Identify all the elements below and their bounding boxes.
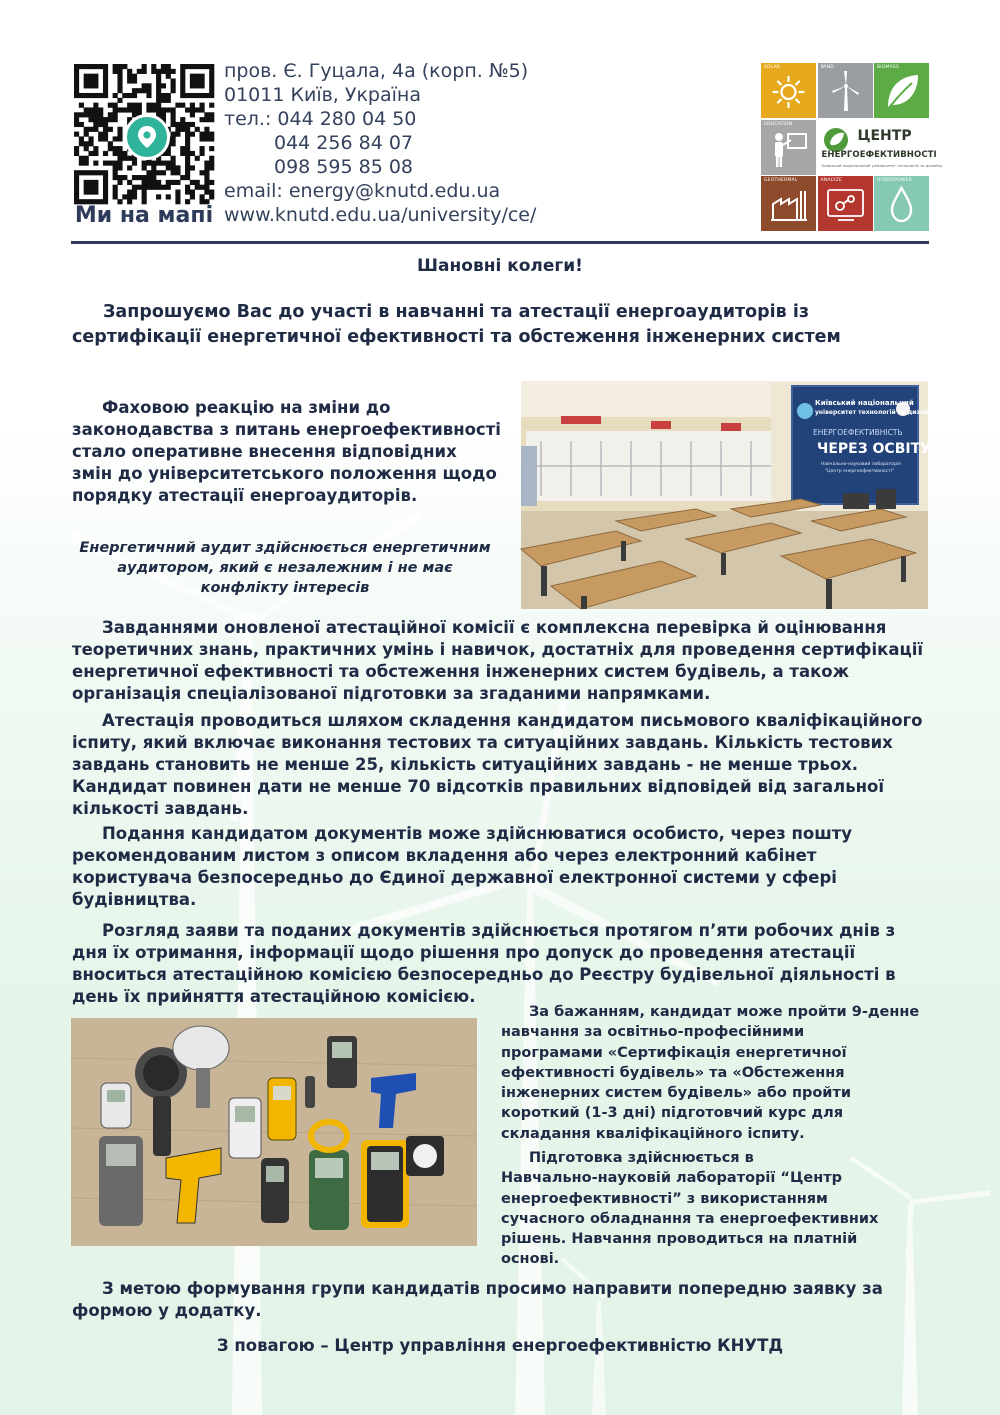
- city-line: 01011 Київ, Україна: [224, 84, 421, 106]
- paragraph-line: кількості завдань.: [72, 799, 249, 818]
- screen-text: університет технологій та дизайну: [815, 409, 937, 416]
- logo-tile-geothermal: GEOTHERMAL: [761, 176, 816, 231]
- invitation-line-1: Запрошуємо Вас до участі в навчанні та атестації енергоаудиторів із: [103, 302, 810, 322]
- contact-block: [224, 59, 536, 227]
- factory-icon: [761, 176, 816, 231]
- signature: З повагою – Центр управління енергоефективністю КНУТД: [216, 1336, 784, 1355]
- italic-note-line: аудитором, який є незалежним і не має: [117, 560, 453, 576]
- paragraph-review: [72, 920, 896, 1008]
- qr-caption: Ми на мапі: [74, 203, 214, 228]
- paragraph-line: основі.: [501, 1251, 560, 1268]
- logo-tile-hydropower: HYDROPOWER: [874, 176, 929, 231]
- analysis-icon: [818, 176, 873, 231]
- paragraph-line: рекомендованим листом з описом вкладення або через електронний кабінет: [72, 846, 817, 865]
- paragraph-line: Атестація проводиться шляхом складення кандидатом письмового кваліфікаційного: [102, 711, 923, 730]
- paragraph-line: організація спеціалізованої підготовки за згаданими напрямками.: [72, 684, 711, 703]
- paragraph-line: Завданнями оновленої атестаційної комісії є комплексна перевірка й оцінювання: [102, 618, 887, 637]
- phone-number[interactable]: 044 280 04 50: [277, 108, 417, 130]
- paragraph-line: вноситься атестаційною комісією безпосередньо до Реєстру будівельної діяльності в: [72, 965, 896, 984]
- paragraph-line: теоретичних знань, практичних умінь і навичок, достатніх для проведення сертифікації: [72, 640, 924, 659]
- paragraph-line: сучасного обладнання та енергоефективних: [501, 1210, 879, 1227]
- logo-tile-biomass: BIOMASS: [874, 63, 929, 118]
- paragraph-line: Розгляд заяви та поданих документів здійснюється протягом п’яти робочих днів з: [102, 921, 896, 940]
- address-line: пров. Є. Гуцала, 4а (корп. №5): [224, 60, 529, 82]
- paragraph-line: Навчально-науковій лабораторії “Центр: [501, 1170, 843, 1187]
- paragraph-line: програмами «Сертифікація енергетичної: [501, 1044, 847, 1061]
- logo-tile-education: EDUCATION: [761, 120, 816, 175]
- qr-code[interactable]: [74, 64, 214, 204]
- intro-line: змін до університетського положення щодо: [72, 464, 497, 483]
- screen-text: ЕНЕРГОЕФЕКТИВНІСТЬ: [813, 428, 903, 437]
- paragraph-line: завдань становить не менше 25, кількість ситуаційних завдань - не менше трьох.: [72, 755, 859, 774]
- paragraph-exam: [72, 710, 923, 820]
- logo-tile-analyze: ANALYZE: [818, 176, 873, 231]
- paragraph-line: короткий (1-3 дні) підготовчий курс для: [501, 1105, 844, 1122]
- logo-tile-solar: SOLAR: [761, 63, 816, 118]
- website-link[interactable]: www.knutd.edu.ua/university/ce/: [224, 204, 537, 226]
- paragraph-line: дня їх отримання, інформації щодо рішення про допуск до проведення атестації: [72, 943, 856, 962]
- paragraph-commission: [72, 617, 923, 705]
- italic-note-line: конфлікту інтересів: [200, 580, 370, 596]
- paragraph-line: складання кваліфікаційного іспиту.: [501, 1125, 805, 1142]
- water-drop-icon: [874, 176, 929, 231]
- paragraph-line: інженерних систем будівель» або пройти: [501, 1085, 852, 1102]
- center-small-text: Київський національний університет технологій та дизайну: [821, 162, 943, 168]
- screen-text: Київський національний: [815, 399, 914, 407]
- paragraph-line: З метою формування групи кандидатів просимо направити попередню заявку за: [102, 1279, 883, 1298]
- italic-note-line: Енергетичний аудит здійснюється енергетичним: [79, 540, 491, 556]
- teacher-icon: [761, 120, 816, 175]
- screen-text: "Центр енергоефективності": [825, 469, 895, 474]
- paragraph-lab: [501, 1148, 878, 1270]
- paragraph-request: [72, 1278, 883, 1322]
- leaf-icon: [874, 63, 929, 118]
- paragraph-line: енергоефективності” з використанням: [501, 1190, 828, 1207]
- paragraph-line: будівництва.: [72, 890, 197, 909]
- email-link[interactable]: email: energy@knutd.edu.ua: [224, 180, 501, 202]
- phone-line: [224, 107, 536, 131]
- logo-tile-wind: WIND: [818, 63, 873, 118]
- center-title: ЦЕНТР: [857, 127, 912, 144]
- paragraph-line: За бажанням, кандидат може пройти 9-денне: [529, 1004, 920, 1020]
- intro-line: стало оперативне внесення відповідних: [72, 442, 457, 461]
- phone-line: [224, 155, 536, 179]
- paragraph-line: Підготовка здійснюється в: [529, 1150, 754, 1166]
- map-pin-icon: [124, 114, 170, 160]
- sun-icon: [761, 63, 816, 118]
- phone-number[interactable]: 098 595 85 08: [274, 156, 414, 178]
- paragraph-line: іспиту, який включає виконання тестових та ситуаційних завдань. Кількість тестових: [72, 733, 893, 752]
- paragraph-line: енергетичної ефективності та обстеження інженерних систем будівель, а також: [72, 662, 850, 681]
- paragraph-line: Подання кандидатом документів може здійснюватися особисто, через пошту: [102, 824, 853, 843]
- italic-note: [60, 538, 510, 598]
- instruments-photo: [71, 1018, 477, 1246]
- phone-line: [224, 131, 536, 155]
- phone-number[interactable]: 044 256 84 07: [274, 132, 414, 154]
- greeting-heading: Шановні колеги!: [417, 256, 583, 276]
- screen-text: ЧЕРЕЗ ОСВІТУ: [817, 441, 931, 457]
- invitation-line-2: сертифікації енергетичної ефективності та обстеження інженерних систем: [72, 327, 841, 347]
- header-divider: [71, 241, 929, 244]
- intro-line: порядку атестації енергоаудиторів.: [72, 486, 418, 505]
- paragraph-line: рішень. Навчання проводиться на платній: [501, 1231, 858, 1248]
- phone-label: тел.:: [224, 108, 272, 130]
- classroom-photo: [521, 381, 937, 609]
- paragraph-training: [501, 1002, 919, 1144]
- intro-line: Фаховою реакцію на зміни до: [102, 398, 391, 417]
- paragraph-line: користувача безпосередньо до Єдиної державної електронної системи у сфері: [72, 868, 837, 887]
- intro-paragraph: [72, 397, 501, 507]
- logo-center-panel: [818, 120, 943, 175]
- screen-text: Навчально-науковий лабораторія: [821, 462, 901, 467]
- wind-turbine-icon: [818, 63, 873, 118]
- paragraph-line: навчання за освітньо-професійними: [501, 1024, 805, 1041]
- paragraph-line: Кандидат повинен дати не менше 70 відсотків правильних відповідей від загальної: [72, 777, 885, 796]
- center-subtitle: ЕНЕРГОЕФЕКТИВНОСТІ: [821, 149, 937, 160]
- paragraph-documents: [72, 823, 852, 911]
- intro-line: законодавства з питань енергоефективності: [72, 420, 501, 439]
- paragraph-line: ефективності будівель» та «Обстеження: [501, 1064, 845, 1081]
- paragraph-line: формою у додатку.: [72, 1301, 262, 1320]
- energy-center-logo: [761, 63, 943, 231]
- paragraph-line: день їх прийняття атестаційною комісією.: [72, 987, 476, 1006]
